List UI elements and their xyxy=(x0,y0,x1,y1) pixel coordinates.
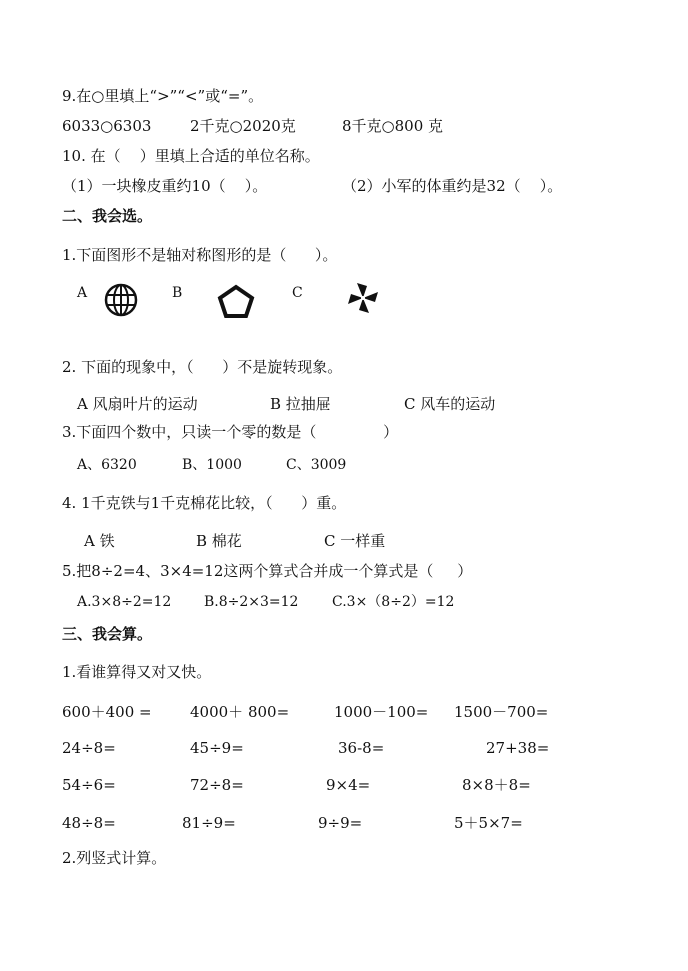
s2-q4-option-c: C 一样重 xyxy=(324,532,386,550)
s3-q2-text: 2.列竖式计算。 xyxy=(62,849,167,867)
section-heading-3: 三、我会算。 xyxy=(62,625,153,643)
calc-item: 48÷8= xyxy=(62,814,116,832)
s3-q1-text: 1.看谁算得又对又快。 xyxy=(62,663,212,681)
s2-q5-option-b: B.8÷2×3=12 xyxy=(204,594,299,610)
calc-item: 27+38= xyxy=(486,739,550,757)
s2-q3-option-b: B、1000 xyxy=(182,457,242,473)
q9-item-2: 2千克○2020克 xyxy=(190,117,296,135)
calc-item: 9×4= xyxy=(326,776,371,794)
q10-title: 10. 在（ ）里填上合适的单位名称。 xyxy=(62,147,320,165)
s2-q4-option-b: B 棉花 xyxy=(196,532,242,550)
calc-item: 8×8＋8= xyxy=(462,776,531,794)
s2-q5-text: 5.把8÷2=4、3×4=12这两个算式合并成一个算式是（ ） xyxy=(62,562,473,580)
calc-item: 4000＋ 800= xyxy=(190,703,290,721)
s2-q1-option-c: C xyxy=(292,285,303,301)
calc-item: 9÷9= xyxy=(318,814,363,832)
s2-q1-option-b: B xyxy=(172,285,183,301)
q9-title: 9.在○里填上“>”“<”或“=”。 xyxy=(62,87,264,105)
s2-q5-option-a: A.3×8÷2=12 xyxy=(77,594,172,610)
calc-item: 5＋5×7= xyxy=(454,814,523,832)
s2-q4-text: 4. 1千克铁与1千克棉花比较，（ ）重。 xyxy=(62,494,347,512)
q9-item-3: 8千克○800 克 xyxy=(342,117,444,135)
pinwheel-icon xyxy=(345,280,381,316)
s2-q3-option-a: A、6320 xyxy=(77,457,137,473)
section-heading-2: 二、我会选。 xyxy=(62,207,153,225)
s2-q1-option-a: A xyxy=(77,285,88,301)
q10-item-2: （2）小军的体重约是32（ ）。 xyxy=(342,177,563,195)
s2-q2-option-b: B 拉抽屉 xyxy=(270,395,331,413)
calc-item: 1000－100= xyxy=(334,703,429,721)
s2-q2-option-c: C 风车的运动 xyxy=(404,395,496,413)
pentagon-icon xyxy=(216,283,256,321)
s2-q2-option-a: A 风扇叶片的运动 xyxy=(77,395,198,413)
s2-q5-option-c: C.3×（8÷2）=12 xyxy=(332,594,455,610)
calc-item: 81÷9= xyxy=(182,814,236,832)
calc-item: 24÷8= xyxy=(62,739,116,757)
q10-item-1: （1）一块橡皮重约10（ ）。 xyxy=(62,177,268,195)
calc-item: 1500－700= xyxy=(454,703,549,721)
s2-q1-text: 1.下面图形不是轴对称图形的是（ ）。 xyxy=(62,246,338,264)
calc-item: 36-8= xyxy=(338,739,385,757)
globe-icon xyxy=(104,283,138,317)
s2-q4-option-a: A 铁 xyxy=(84,532,115,550)
s2-q3-option-c: C、3009 xyxy=(286,457,347,473)
calc-item: 54÷6= xyxy=(62,776,116,794)
calc-item: 600＋400 = xyxy=(62,703,152,721)
s2-q3-text: 3.下面四个数中，只读一个零的数是（ ） xyxy=(62,423,399,441)
calc-item: 72÷8= xyxy=(190,776,244,794)
calc-item: 45÷9= xyxy=(190,739,244,757)
q9-item-1: 6033○6303 xyxy=(62,117,152,135)
s2-q2-text: 2. 下面的现象中，（ ）不是旋转现象。 xyxy=(62,358,343,376)
